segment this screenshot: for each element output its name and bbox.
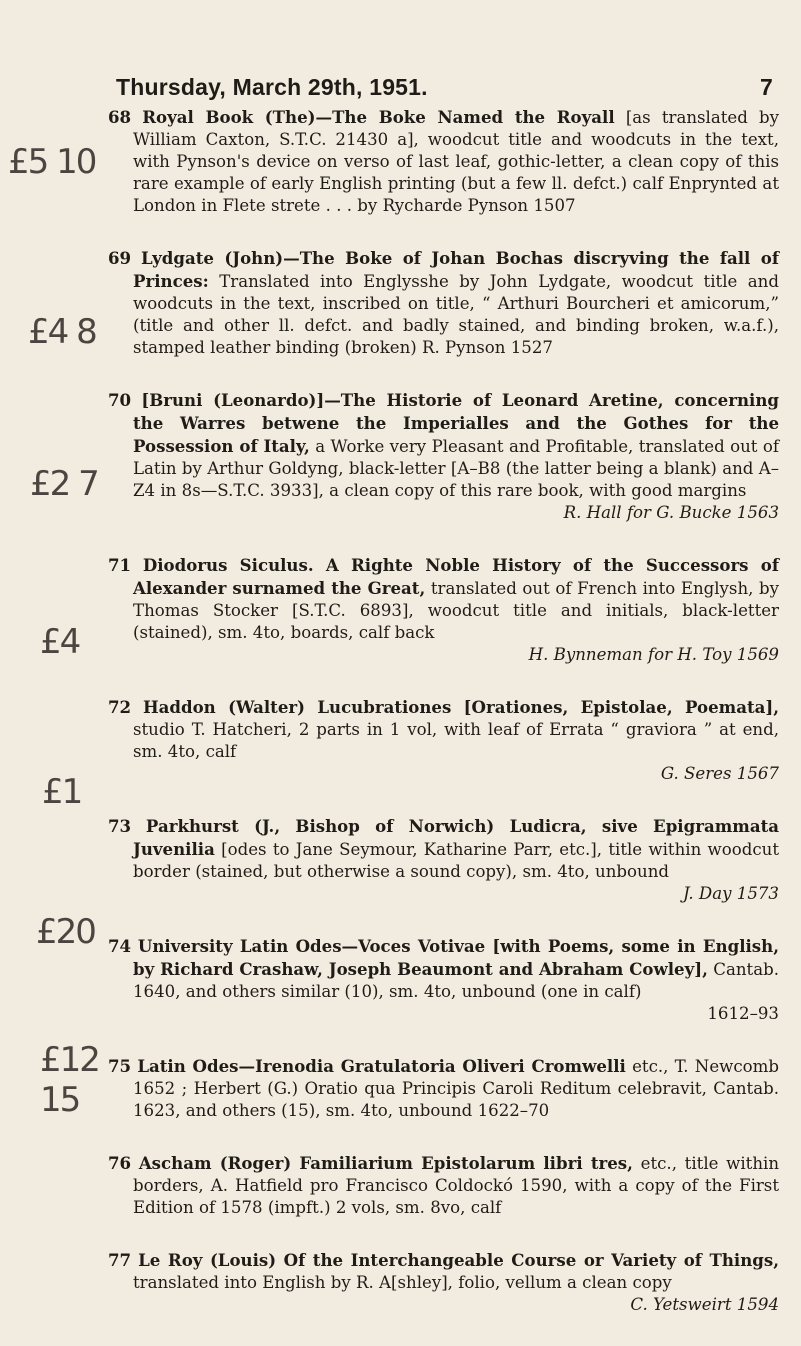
lot-title: [Bruni (Leonardo)]—The Historie of Leonard Aretine, concerning the Warres betwene the Imperialles and the Gothes for the Possession of Italy,: [133, 390, 779, 456]
lot-list: [108, 106, 779, 1346]
lot-title: Haddon (Walter) Lucubrationes [Orationes, Epistolae, Poemata],: [142, 697, 779, 717]
margin-note: £1: [42, 772, 82, 812]
lot-imprint: G. Seres 1567: [660, 764, 779, 783]
lot-title: University Latin Odes—Voces Votivae [with Poems, some in English, by Richard Crashaw, Joseph Beaumont and Abraham Cowley],: [133, 936, 779, 979]
lot-description: translated out of French into Englysh, by Thomas Stocker [S.T.C. 6893], woodcut title and initials, black-letter (stained), sm. 4to, boards, calf back: [133, 579, 779, 642]
lot-description: studio T. Hatcheri, 2 parts in 1 vol, with leaf of Errata “ graviora ” at end, sm. 4to, calf: [133, 720, 779, 761]
lot-entry: [108, 696, 779, 785]
lot-description: translated into English by R. A[shley], folio, vellum a clean copy: [133, 1273, 672, 1292]
lot-description: etc., T. Newcomb 1652 ; Herbert (G.) Oratio qua Principis Caroli Reditum celebravit, Cantab. 1623, and others (15), sm. 4to, unbound 1622–70: [133, 1057, 779, 1120]
lot-number: 74: [108, 936, 132, 956]
margin-note: £5 10: [8, 142, 96, 182]
margin-note: £2 7: [30, 464, 98, 504]
lot-number: 69: [108, 248, 132, 268]
lot-description: [odes to Jane Seymour, Katharine Parr, etc.], title within woodcut border (stained, but otherwise a sound copy), sm. 4to, unbound: [133, 840, 779, 881]
header-date: Thursday, March 29th, 1951.: [116, 74, 428, 100]
lot-title: Le Roy (Louis) Of the Interchangeable Course or Variety of Things,: [138, 1250, 779, 1270]
lot-imprint: J. Day 1573: [683, 884, 779, 903]
margin-note: £4 8: [28, 312, 96, 352]
lot-description: [as translated by William Caxton, S.T.C. 21430 a], woodcut title and woodcuts in the text, with Pynson's device on verso of last leaf, gothic-letter, a clean copy of this rare example of early English printing (but a few ll. defct.) calf Enprynted at London in Flete strete . . . by Rycharde Pynson 1507: [133, 108, 780, 215]
lot-entry: [108, 247, 779, 359]
lot-number: 70: [108, 390, 132, 410]
lot-entry: [108, 935, 779, 1025]
lot-imprint: H. Bynneman for H. Toy 1569: [528, 645, 779, 664]
lot-entry: [108, 1152, 779, 1219]
lot-entry: [108, 815, 779, 905]
lot-number: 76: [108, 1153, 132, 1173]
lot-title: Royal Book (The)—The Boke Named the Royall: [142, 107, 615, 127]
lot-number: 73: [108, 816, 132, 836]
lot-entry: [108, 1055, 779, 1122]
margin-note: £4: [40, 622, 80, 662]
lot-number: 72: [108, 697, 132, 717]
lot-title: Ascham (Roger) Familiarium Epistolarum libri tres,: [138, 1153, 633, 1173]
margin-notes: [0, 0, 100, 1120]
lot-title: Lydgate (John)—The Boke of Johan Bochas discryving the fall of Princes:: [133, 248, 779, 291]
lot-imprint: R. Hall for G. Bucke 1563: [563, 503, 779, 522]
lot-entry: [108, 1249, 779, 1316]
lot-number: 75: [108, 1056, 132, 1076]
margin-note: £12 15: [40, 1040, 99, 1120]
lot-title: Parkhurst (J., Bishop of Norwich) Ludicra, sive Epigrammata Juvenilia: [133, 816, 779, 859]
lot-number: 71: [108, 555, 132, 575]
lot-imprint: 1612–93: [707, 1004, 779, 1023]
lot-number: 77: [108, 1250, 132, 1270]
margin-note: £20: [36, 912, 95, 952]
lot-title: Latin Odes—Irenodia Gratulatoria Oliveri Cromwelli: [137, 1056, 626, 1076]
lot-entry: [108, 554, 779, 666]
lot-description: Cantab. 1640, and others similar (10), sm. 4to, unbound (one in calf): [133, 960, 779, 1001]
lot-entry: [108, 106, 779, 217]
lot-title: Diodorus Siculus. A Righte Noble History of the Successors of Alexander surnamed the Great,: [133, 555, 779, 598]
page-number: 7: [760, 74, 773, 100]
lot-imprint: C. Yetsweirt 1594: [630, 1295, 779, 1314]
lot-entry: [108, 389, 779, 524]
lot-number: 68: [108, 107, 132, 127]
lot-description: Translated into Englysshe by John Lydgate, woodcut title and woodcuts in the text, inscribed on title, “ Arthuri Bourcheri et amicorum,” (title and other ll. defct. and badly stained, and binding broken, w.a.f.), stamped leather binding (broken) R. Pynson 1527: [133, 272, 779, 357]
lot-description: etc., title within borders, A. Hatfield pro Francisco Coldockó 1590, with a copy of the First Edition of 1578 (impft.) 2 vols, sm. 8vo, calf: [133, 1154, 780, 1217]
lot-description: a Worke very Pleasant and Profitable, translated out of Latin by Arthur Goldyng, black-letter [A–B8 (the latter being a blank) and A–Z4 in 8s—S.T.C. 3933], a clean copy of this rare book, with good margins: [133, 437, 779, 500]
